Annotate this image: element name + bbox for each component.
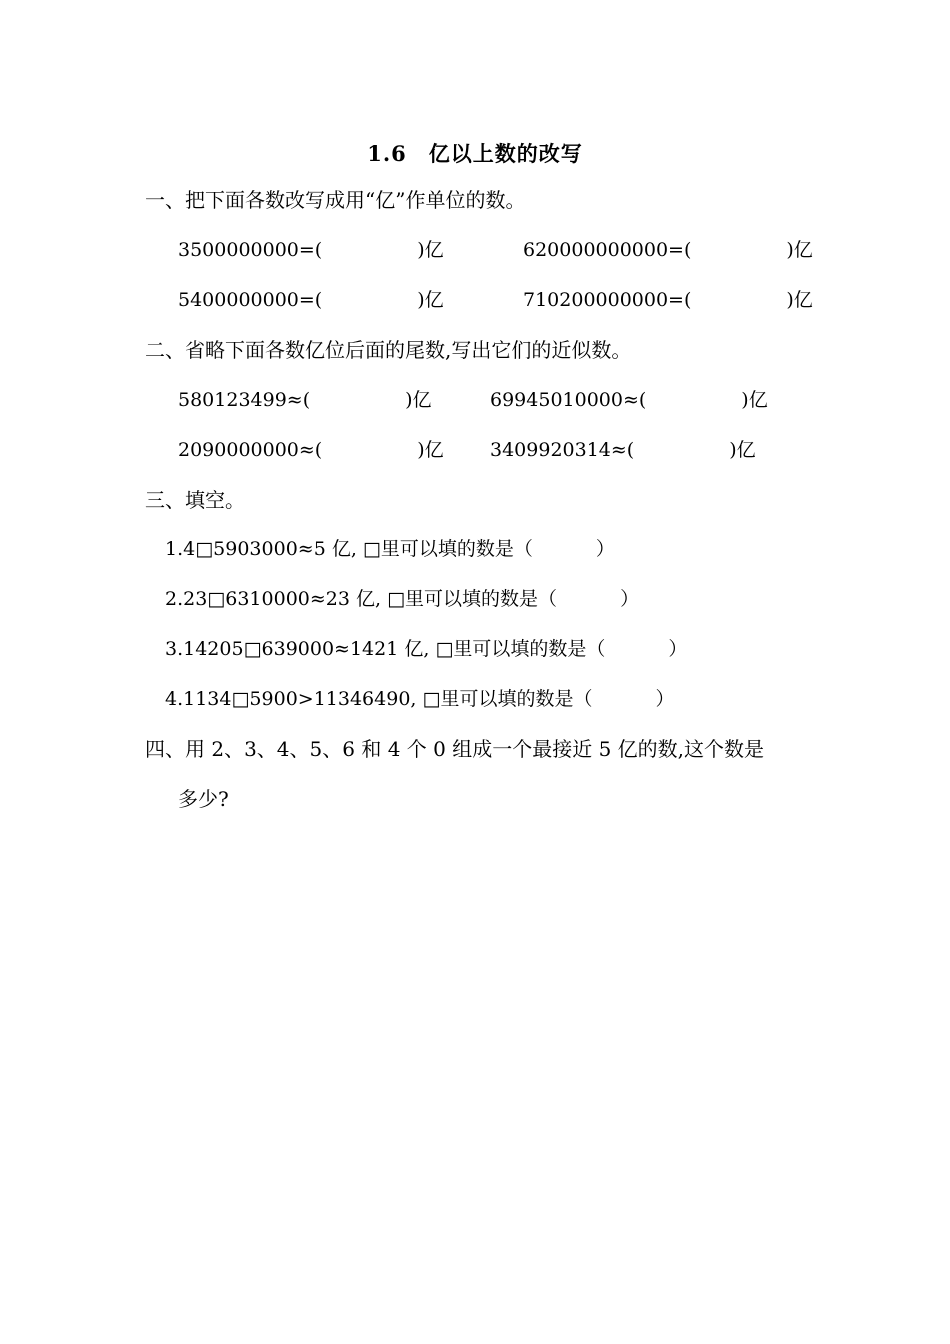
page-title: 1.6 亿以上数的改写 xyxy=(367,141,583,166)
section-4-continuation: 多少? xyxy=(178,787,229,811)
approx-item-4: 3409920314≈( )亿 xyxy=(490,439,756,461)
approx-item-1: 580123499≈( )亿 xyxy=(178,389,432,411)
conversion-item-3: 5400000000=( )亿 xyxy=(178,289,444,311)
conversion-item-1: 3500000000=( )亿 xyxy=(178,239,444,261)
section-heading-4: 四、用 2、3、4、5、6 和 4 个 0 组成一个最接近 5 亿的数,这个数是 xyxy=(145,737,765,761)
conversion-item-4: 710200000000=( )亿 xyxy=(523,289,813,311)
fill-item-2: 2.23□6310000≈23 亿, □里可以填的数是（ ） xyxy=(165,588,640,610)
fill-item-3: 3.14205□639000≈1421 亿, □里可以填的数是（ ） xyxy=(165,638,688,660)
fill-item-4: 4.1134□5900>11346490, □里可以填的数是（ ） xyxy=(165,688,675,710)
conversion-item-2: 620000000000=( )亿 xyxy=(523,239,813,261)
section-heading-2: 二、省略下面各数亿位后面的尾数,写出它们的近似数。 xyxy=(145,338,632,362)
approx-item-2: 69945010000≈( )亿 xyxy=(490,389,768,411)
approx-item-3: 2090000000≈( )亿 xyxy=(178,439,444,461)
fill-item-1: 1.4□5903000≈5 亿, □里可以填的数是（ ） xyxy=(165,538,615,560)
section-heading-3: 三、填空。 xyxy=(145,488,245,512)
section-heading-1: 一、把下面各数改写成用“亿”作单位的数。 xyxy=(145,188,526,212)
